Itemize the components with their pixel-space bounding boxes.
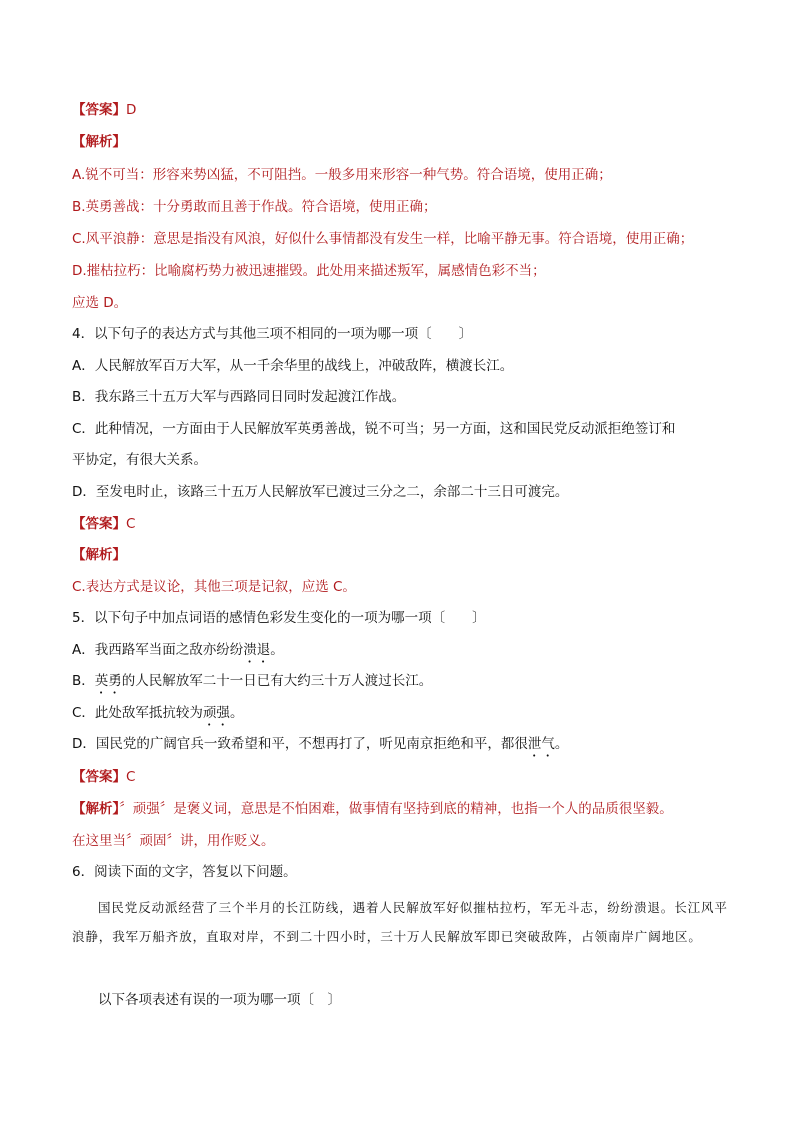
question-5-option-a	[72, 639, 733, 666]
answer-tag: 【答案】	[72, 769, 126, 785]
question-4-option-c-line1: C．此种情况，一方面由于人民解放军英勇善战，锐不可当；另一方面，这和国民党反动派拒绝签订和	[72, 421, 676, 437]
answer-value: C	[126, 516, 136, 532]
analysis-item-a: A.锐不可当：形容来势凶猛，不可阻挡。一般多用来形容一种气势。符合语境，使用正确；	[72, 167, 612, 183]
option-text: C．此处敌军抵抗较为	[72, 705, 203, 721]
analysis-heading-2	[72, 544, 733, 566]
analysis-tag: 【解析】	[72, 801, 120, 817]
analysis-heading-1	[72, 131, 733, 153]
analysis-tag: 【解析】	[72, 547, 126, 563]
dotted-word: 英勇	[94, 673, 122, 689]
question-5-option-b	[72, 670, 733, 697]
option-text: 。	[554, 736, 569, 752]
answer-line-1	[72, 99, 733, 121]
analysis-body: 〞顽强〞是褒义词，意思是不怕困难，做事情有坚持到底的精神，也指一个人的品质很坚毅。	[119, 801, 673, 817]
answer-line-2	[72, 513, 733, 535]
analysis-item-d: D.摧枯拉朽：比喻腐朽势力被迅速摧毁。此处用来描述叛军，属感情色彩不当；	[72, 263, 546, 279]
question-5: 5．以下句子中加点词语的感情色彩发生变化的一项为哪一项〔 〕	[72, 610, 486, 626]
question-4-option-b: B．我东路三十五万大军与西路同日同时发起渡江作战。	[72, 389, 406, 405]
answer-tag: 【答案】	[72, 102, 126, 118]
option-text: 。	[229, 705, 244, 721]
option-text: D．国民党的广阔官兵一致希望和平，不想再打了，听见南京拒绝和平，都很	[72, 736, 528, 752]
dotted-word: 溃退	[243, 642, 271, 658]
question-4-option-d: D．至发电时止，该路三十五万人民解放军已渡过三分之二，余部二十三日可渡完。	[72, 484, 569, 500]
analysis-tag: 【解析】	[72, 134, 126, 150]
analysis-text-3-line2: 在这里当〞顽固〞讲，用作贬义。	[72, 833, 275, 849]
option-text: 的人民解放军二十一日已有大约三十万人渡过长江。	[121, 673, 433, 689]
question-5-option-d	[72, 733, 733, 760]
option-text: B．	[72, 673, 95, 689]
question-5-option-c	[72, 702, 733, 729]
dotted-word: 泄气	[527, 736, 555, 752]
option-text: A．我西路军当面之敌亦纷纷	[72, 642, 244, 658]
dotted-word: 顽强	[202, 705, 230, 721]
answer-value: C	[126, 769, 136, 785]
answer-line-3	[72, 766, 733, 788]
answer-tag: 【答案】	[72, 516, 126, 532]
answer-value: D	[126, 102, 137, 118]
option-text: 。	[270, 642, 284, 658]
question-4: 4．以下句子的表达方式与其他三项不相同的一项为哪一项〔 〕	[72, 326, 473, 342]
analysis-text-3	[72, 798, 733, 820]
analysis-item-b: B.英勇善战：十分勇敢而且善于作战。符合语境，使用正确；	[72, 199, 437, 215]
question-4-option-c-line2: 平协定，有很大关系。	[72, 452, 207, 468]
question-6: 6．阅读下面的文字，答复以下问题。	[72, 864, 297, 880]
analysis-text-2: C.表达方式是议论，其他三项是记叙，应选 C。	[72, 579, 356, 595]
analysis-item-c: C.风平浪静：意思是指没有风浪，好似什么事情都没有发生一样，比喻平静无事。符合语境，使用正确；	[72, 231, 694, 247]
question-6-prompt: 以下各项表述有误的一项为哪一项〔 〕	[98, 992, 341, 1008]
reading-passage: 国民党反动派经营了三个半月的长江防线，遇着人民解放军好似摧枯拉朽，军无斗志，纷纷溃退。长江风平浪静，我军万船齐放，直取对岸，不到二十四小时，三十万人民解放军即已突破敌阵，占领南岸广阔地区。	[72, 900, 728, 944]
analysis-conclusion-1: 应选 D。	[72, 295, 128, 311]
question-4-option-a: A．人民解放军百万大军，从一千余华里的战线上，冲破敌阵，横渡长江。	[72, 358, 514, 374]
